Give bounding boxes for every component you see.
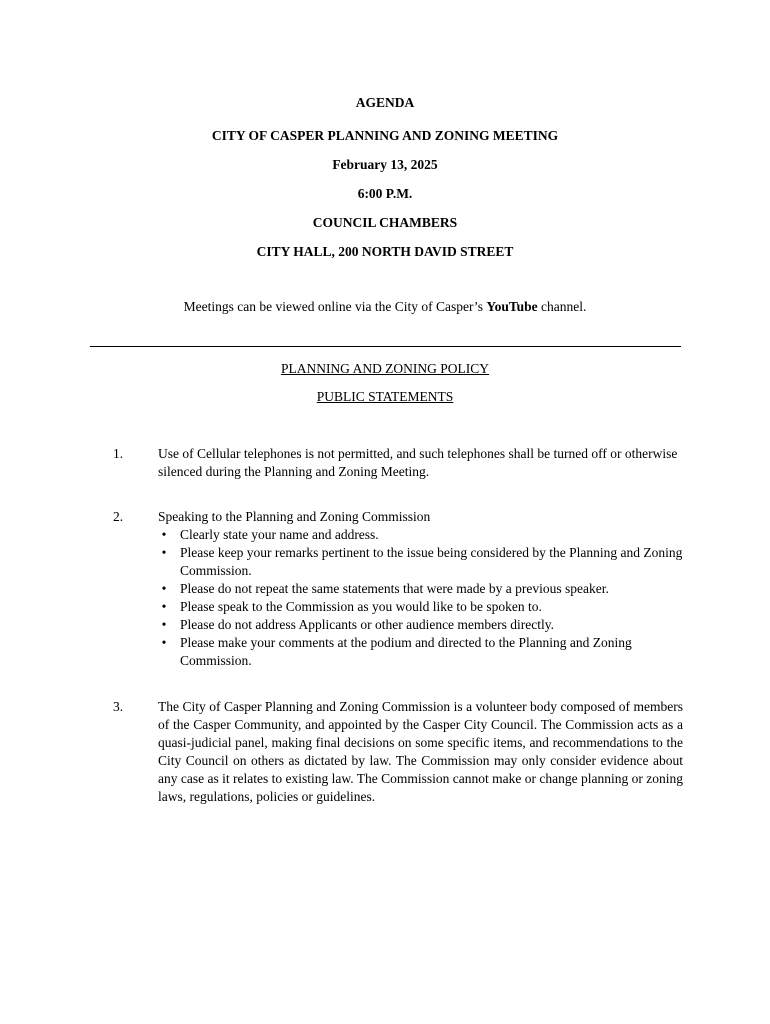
meeting-date: February 13, 2025 [332, 157, 438, 172]
agenda-label: AGENDA [355, 95, 415, 110]
list-item-text: Clearly state your name and address. [180, 527, 379, 542]
list-item-text: Please keep your remarks pertinent to the issue being considered by the Planning and Zoning Commission. [180, 545, 683, 578]
item-number: 1. [113, 446, 124, 461]
policy-subheading: PUBLIC STATEMENTS [316, 389, 454, 404]
meeting-room: COUNCIL CHAMBERS [312, 215, 458, 230]
bullet-icon: • [161, 599, 167, 614]
list-item-text: Please do not address Applicants or other audience members directly. [180, 617, 555, 632]
list-item [158, 598, 683, 616]
policy-heading: PLANNING AND ZONING POLICY [280, 361, 490, 376]
viewing-notice-prefix: Meetings can be viewed online via the City of Casper’s [183, 299, 487, 314]
meeting-time: 6:00 P.M. [357, 186, 413, 201]
list-item [158, 544, 683, 580]
list-item-text: Please make your comments at the podium and directed to the Planning and Zoning Commission. [180, 635, 632, 668]
viewing-notice [0, 298, 770, 316]
list-item [158, 634, 683, 670]
list-item-text: Please speak to the Commission as you would like to be spoken to. [180, 599, 542, 614]
list-item [158, 526, 683, 544]
list-item-text: Please do not repeat the same statements that were made by a previous speaker. [180, 581, 609, 596]
youtube-channel-name: YouTube [486, 299, 538, 314]
meeting-title: CITY OF CASPER PLANNING AND ZONING MEETING [211, 128, 559, 143]
bullet-icon: • [161, 581, 167, 596]
section-divider [90, 346, 681, 347]
item-content [158, 508, 683, 670]
meeting-location: CITY HALL, 200 NORTH DAVID STREET [256, 244, 514, 259]
item-text: Use of Cellular telephones is not permitted, and such telephones shall be turned off or otherwise silenced during the Planning and Zoning Meeting. [158, 446, 678, 479]
list-item [158, 580, 683, 598]
bullet-icon: • [161, 617, 167, 632]
item-text: The City of Casper Planning and Zoning Commission is a volunteer body composed of members of the Casper Community, and appointed by the Casper City Council. The Commission acts as a quasi-judicial panel, making final decisions on some specific items, and recommendations to the City Council on others as dictated by law. The Commission may only consider evidence about any case as it relates to existing law. The Commission cannot make or change planning or zoning laws, regulations, policies or guidelines. [158, 699, 683, 804]
item-text: Speaking to the Planning and Zoning Commission [158, 509, 431, 524]
bullet-icon: • [161, 635, 167, 650]
list-item [158, 616, 683, 634]
viewing-notice-suffix: channel. [537, 299, 587, 314]
bullet-icon: • [161, 545, 167, 560]
bullet-icon: • [161, 527, 167, 542]
item-number: 2. [113, 509, 124, 524]
speaking-rules-list [158, 526, 683, 670]
item-number: 3. [113, 699, 124, 714]
